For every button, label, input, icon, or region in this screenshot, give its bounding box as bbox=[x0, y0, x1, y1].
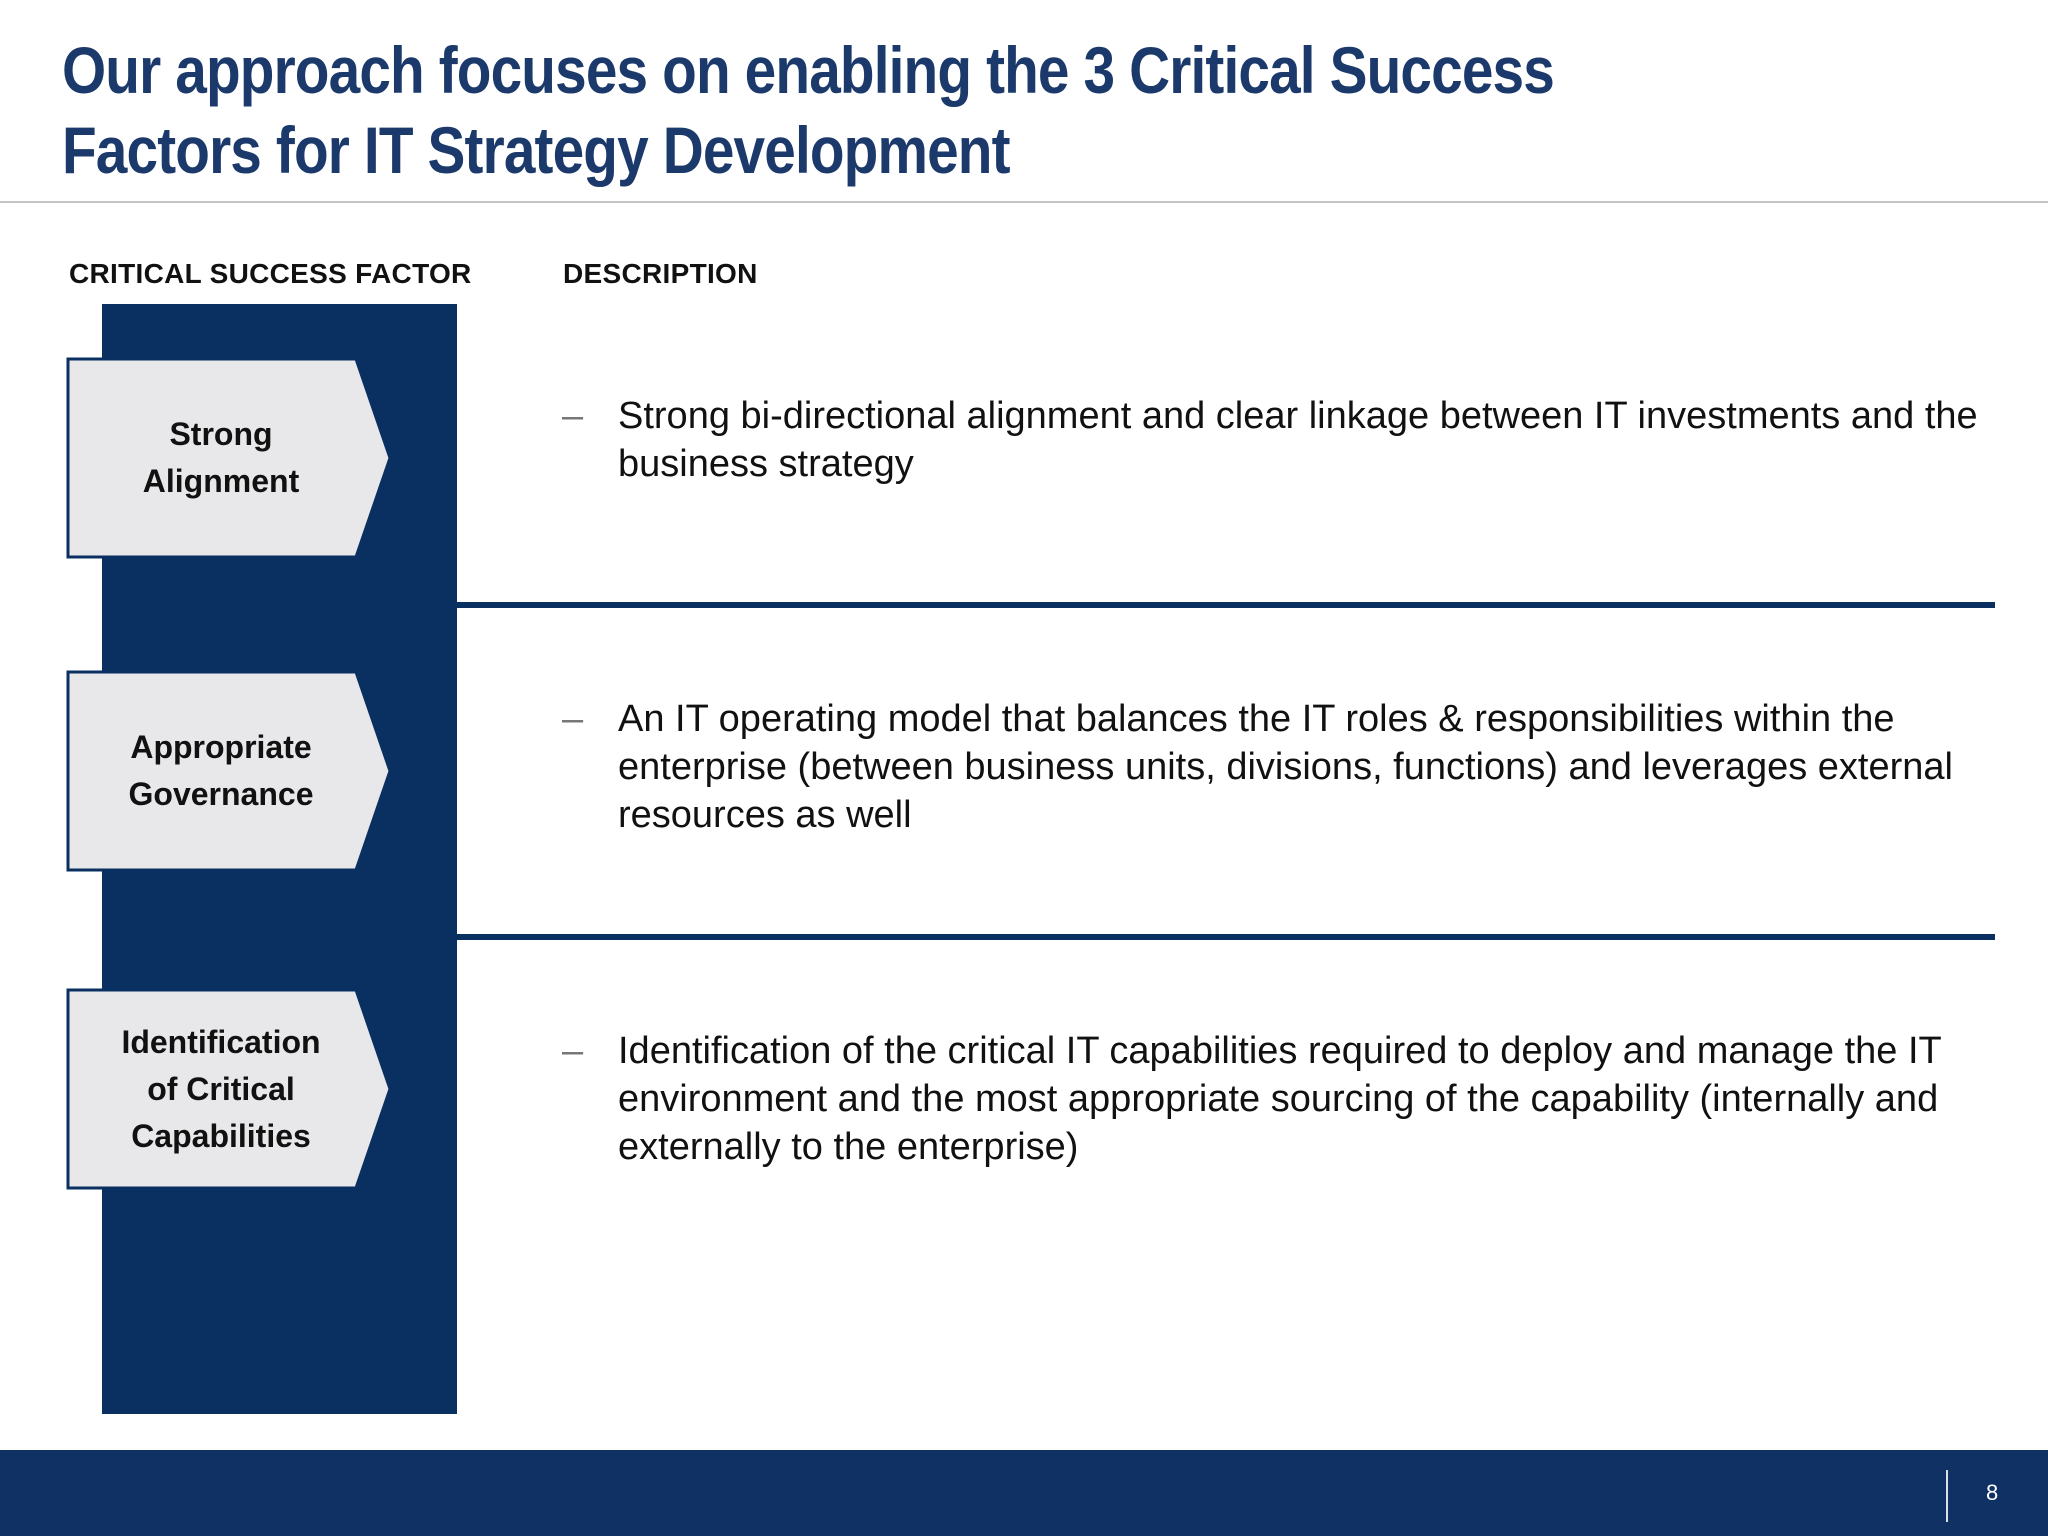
description-text: An IT operating model that balances the IT roles & responsibilities within the enterprise (between business units, divisions, functions) and leverages external resources as well bbox=[618, 698, 1953, 836]
title-divider bbox=[0, 201, 2048, 203]
column-header-factor: CRITICAL SUCCESS FACTOR bbox=[69, 258, 472, 289]
factor-label: Appropriate Governance bbox=[128, 729, 314, 812]
page-number: 8 bbox=[1986, 1480, 1999, 1505]
footer-divider bbox=[1946, 1470, 1948, 1522]
bullet-dash: – bbox=[562, 1030, 584, 1072]
factor-label: Identification of Critical Capabilities bbox=[121, 1023, 321, 1154]
bullet-dash: – bbox=[562, 698, 584, 740]
factor-chevron-strong-alignment bbox=[66, 357, 392, 559]
slide-title: Our approach focuses on enabling the 3 Critical Success Factors for IT Strategy Development bbox=[62, 33, 1554, 187]
description-text: Strong bi-directional alignment and clear linkage between IT investments and the business strategy bbox=[618, 395, 1978, 485]
footer-bar bbox=[0, 1450, 2048, 1536]
row-separator bbox=[457, 934, 1995, 940]
description-text: Identification of the critical IT capabilities required to deploy and manage the IT environment and the most appropriate sourcing of the capability (internally and externally to the enterprise) bbox=[618, 1030, 1942, 1168]
factor-chevron-identification-of-critical-capabilities bbox=[66, 988, 392, 1190]
row-separator bbox=[457, 602, 1995, 608]
bullet-dash: – bbox=[562, 395, 584, 437]
factor-chevron-appropriate-governance bbox=[66, 670, 392, 872]
factor-label: Strong Alignment bbox=[142, 416, 300, 499]
column-header-description: DESCRIPTION bbox=[563, 258, 758, 289]
